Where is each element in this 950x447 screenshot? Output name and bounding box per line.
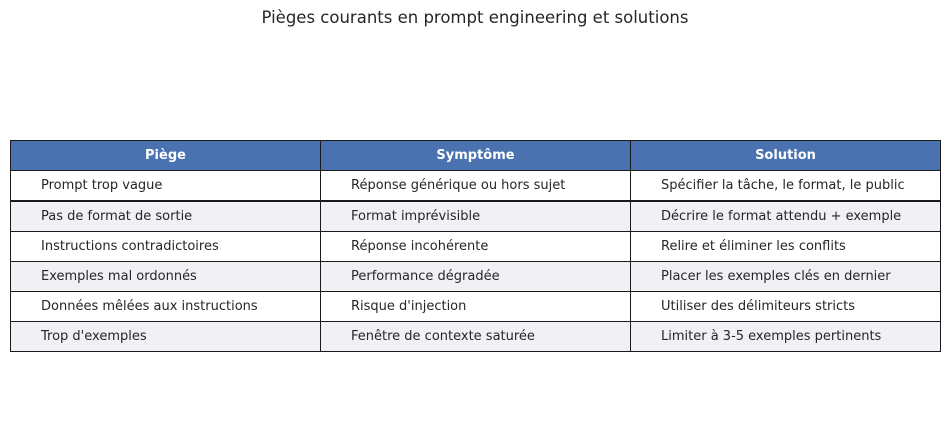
- pitfalls-table: [10, 140, 941, 352]
- table-cell: Risque d'injection: [321, 292, 631, 322]
- table-cell: Exemples mal ordonnés: [11, 262, 321, 292]
- table-cell: Format imprévisible: [321, 201, 631, 232]
- table-header-row: [11, 141, 941, 171]
- table-cell: Instructions contradictoires: [11, 232, 321, 262]
- table-cell: Placer les exemples clés en dernier: [631, 262, 941, 292]
- table-cell: Réponse générique ou hors sujet: [321, 171, 631, 202]
- column-header-symptome: Symptôme: [321, 141, 631, 171]
- table-row: [11, 292, 941, 322]
- table-cell: Limiter à 3-5 exemples pertinents: [631, 322, 941, 352]
- table-cell: Trop d'exemples: [11, 322, 321, 352]
- table-cell: Décrire le format attendu + exemple: [631, 201, 941, 232]
- table-row: [11, 322, 941, 352]
- table-row: [11, 171, 941, 202]
- table-row: [11, 201, 941, 232]
- table-cell: Spécifier la tâche, le format, le public: [631, 171, 941, 202]
- table-cell: Réponse incohérente: [321, 232, 631, 262]
- chart-title: Pièges courants en prompt engineering et solutions: [261, 8, 689, 27]
- table-cell: Fenêtre de contexte saturée: [321, 322, 631, 352]
- table-cell: Prompt trop vague: [11, 171, 321, 202]
- table-row: [11, 232, 941, 262]
- table-cell: Utiliser des délimiteurs stricts: [631, 292, 941, 322]
- table-cell: Données mêlées aux instructions: [11, 292, 321, 322]
- table-cell: Performance dégradée: [321, 262, 631, 292]
- table-cell: Pas de format de sortie: [11, 201, 321, 232]
- table-cell: Relire et éliminer les conflits: [631, 232, 941, 262]
- column-header-solution: Solution: [631, 141, 941, 171]
- column-header-piege: Piège: [11, 141, 321, 171]
- table-row: [11, 262, 941, 292]
